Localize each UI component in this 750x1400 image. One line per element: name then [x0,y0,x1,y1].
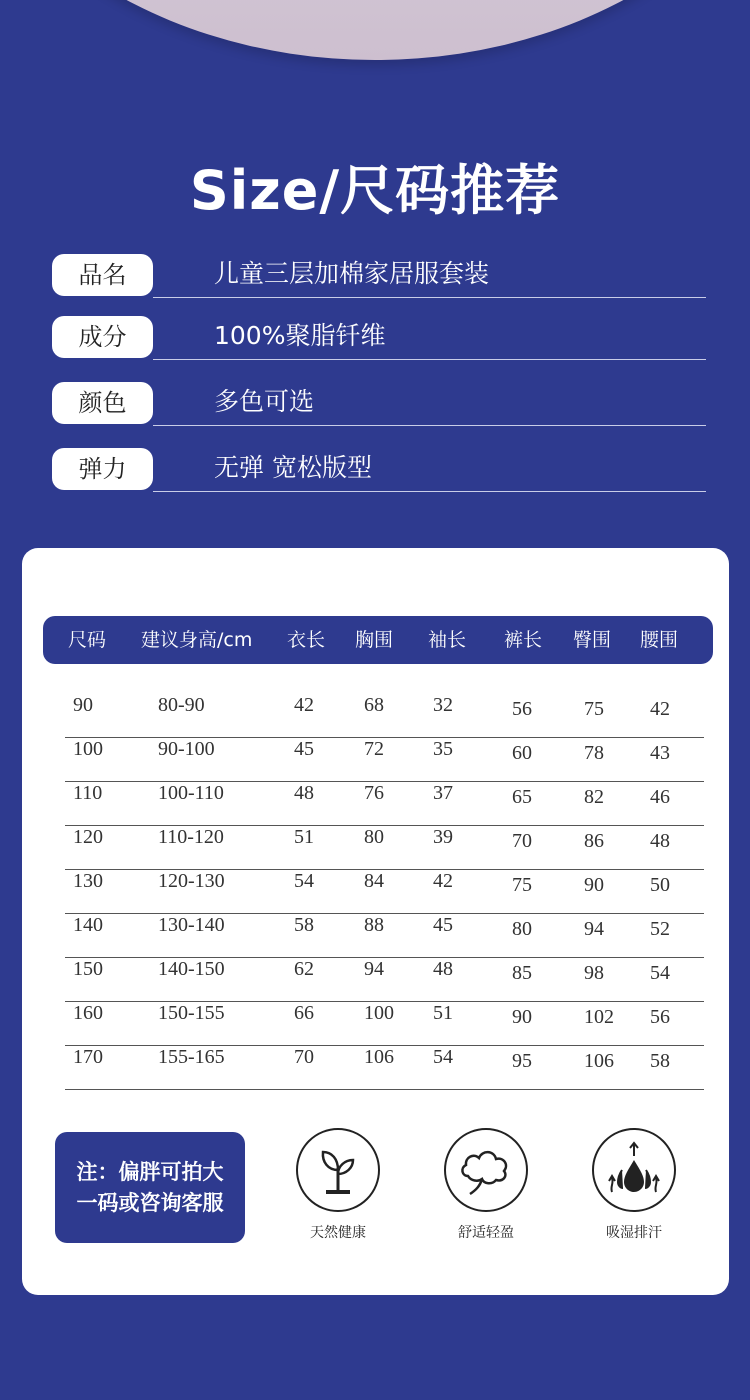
cloud-icon [446,1130,526,1210]
cell-top-length: 70 [294,1046,314,1068]
cell-chest: 68 [364,694,384,716]
feature-comfort [426,1128,546,1242]
header-size: 尺码 [68,629,107,651]
header-chest: 胸围 [355,629,394,651]
table-row [22,782,729,826]
cell-height: 155-165 [158,1046,225,1068]
cell-pants-length: 80 [512,918,532,940]
cell-top-length: 42 [294,694,314,716]
cell-height: 130-140 [158,914,225,936]
info-value: 无弹 宽松版型 [214,453,372,482]
row-divider [65,1089,704,1090]
cell-pants-length: 90 [512,1006,532,1028]
table-row [22,826,729,870]
cell-chest: 94 [364,958,384,980]
cell-pants-length: 60 [512,742,532,764]
cell-height: 80-90 [158,694,205,716]
cell-size: 120 [73,826,103,848]
cell-size: 160 [73,1002,103,1024]
info-label: 成分 [52,316,153,358]
divider [153,359,706,360]
water-drop-icon [594,1130,674,1210]
cell-chest: 80 [364,826,384,848]
cell-waist: 48 [650,830,670,852]
cell-sleeve: 45 [433,914,453,936]
cell-waist: 46 [650,786,670,808]
cell-pants-length: 56 [512,698,532,720]
cell-top-length: 58 [294,914,314,936]
cell-sleeve: 54 [433,1046,453,1068]
cell-top-length: 66 [294,1002,314,1024]
table-row [22,958,729,1002]
cell-pants-length: 95 [512,1050,532,1072]
cell-height: 150-155 [158,1002,225,1024]
table-row [22,1002,729,1046]
info-label: 品名 [52,254,153,296]
info-row-material [52,316,706,360]
cell-chest: 88 [364,914,384,936]
cell-sleeve: 39 [433,826,453,848]
feature-moisture [574,1128,694,1242]
cell-top-length: 48 [294,782,314,804]
note-box [55,1132,245,1243]
cell-top-length: 51 [294,826,314,848]
cell-pants-length: 70 [512,830,532,852]
cell-top-length: 54 [294,870,314,892]
cell-hip: 86 [584,830,604,852]
info-value: 多色可选 [214,387,315,416]
cell-waist: 56 [650,1006,670,1028]
divider [153,425,706,426]
info-row-name [52,254,706,298]
top-decorative-arc [0,0,750,60]
cell-sleeve: 42 [433,870,453,892]
feature-label: 吸湿排汗 [606,1225,662,1241]
feature-circle [444,1128,528,1212]
table-row [22,914,729,958]
cell-chest: 84 [364,870,384,892]
cell-pants-length: 65 [512,786,532,808]
feature-label: 舒适轻盈 [458,1225,514,1241]
cell-waist: 50 [650,874,670,896]
cell-height: 90-100 [158,738,215,760]
cell-chest: 100 [364,1002,394,1024]
cell-sleeve: 48 [433,958,453,980]
table-row [22,738,729,782]
cell-sleeve: 51 [433,1002,453,1024]
header-height: 建议身高/cm [141,629,253,651]
info-row-color [52,382,706,426]
cell-hip: 98 [584,962,604,984]
cell-size: 100 [73,738,103,760]
cell-chest: 72 [364,738,384,760]
feature-circle [592,1128,676,1212]
feature-label: 天然健康 [310,1225,366,1241]
page-title: Size/尺码推荐 [189,159,561,222]
table-row [22,694,729,738]
info-row-elasticity [52,448,706,492]
cell-pants-length: 85 [512,962,532,984]
cell-top-length: 45 [294,738,314,760]
divider [153,297,706,298]
cell-waist: 43 [650,742,670,764]
header-hip: 臀围 [573,629,612,651]
cell-size: 130 [73,870,103,892]
header-top-length: 衣长 [287,629,326,651]
info-label: 弹力 [52,448,153,490]
info-value: 儿童三层加棉家居服套装 [214,259,490,288]
header-pants-length: 裤长 [504,629,543,651]
header-waist: 腰围 [640,629,679,651]
cell-hip: 75 [584,698,604,720]
table-row [22,870,729,914]
feature-natural [278,1128,398,1242]
cell-sleeve: 37 [433,782,453,804]
cell-waist: 54 [650,962,670,984]
info-value: 100%聚脂钎维 [214,321,386,350]
size-chart-card [22,548,729,1295]
cell-chest: 106 [364,1046,394,1068]
cell-sleeve: 35 [433,738,453,760]
cell-pants-length: 75 [512,874,532,896]
cell-height: 140-150 [158,958,225,980]
cell-size: 150 [73,958,103,980]
cell-chest: 76 [364,782,384,804]
cell-size: 90 [73,694,93,716]
cell-size: 170 [73,1046,103,1068]
cell-top-length: 62 [294,958,314,980]
divider [153,491,706,492]
note-line: 注：偏胖可拍大 [76,1160,224,1184]
cell-size: 140 [73,914,103,936]
cell-height: 100-110 [158,782,224,804]
cell-hip: 90 [584,874,604,896]
cell-waist: 58 [650,1050,670,1072]
cell-hip: 78 [584,742,604,764]
cell-size: 110 [73,782,103,804]
note-line: 一码或咨询客服 [76,1191,224,1215]
cell-waist: 52 [650,918,670,940]
cell-hip: 94 [584,918,604,940]
cell-hip: 106 [584,1050,614,1072]
cell-waist: 42 [650,698,670,720]
cell-hip: 102 [584,1006,614,1028]
info-label: 颜色 [52,382,153,424]
cell-height: 110-120 [158,826,224,848]
cell-height: 120-130 [158,870,225,892]
cell-hip: 82 [584,786,604,808]
table-header [43,616,713,664]
feature-circle [296,1128,380,1212]
cell-sleeve: 32 [433,694,453,716]
header-sleeve: 袖长 [428,629,467,651]
sprout-icon [298,1130,378,1210]
table-row [22,1046,729,1090]
